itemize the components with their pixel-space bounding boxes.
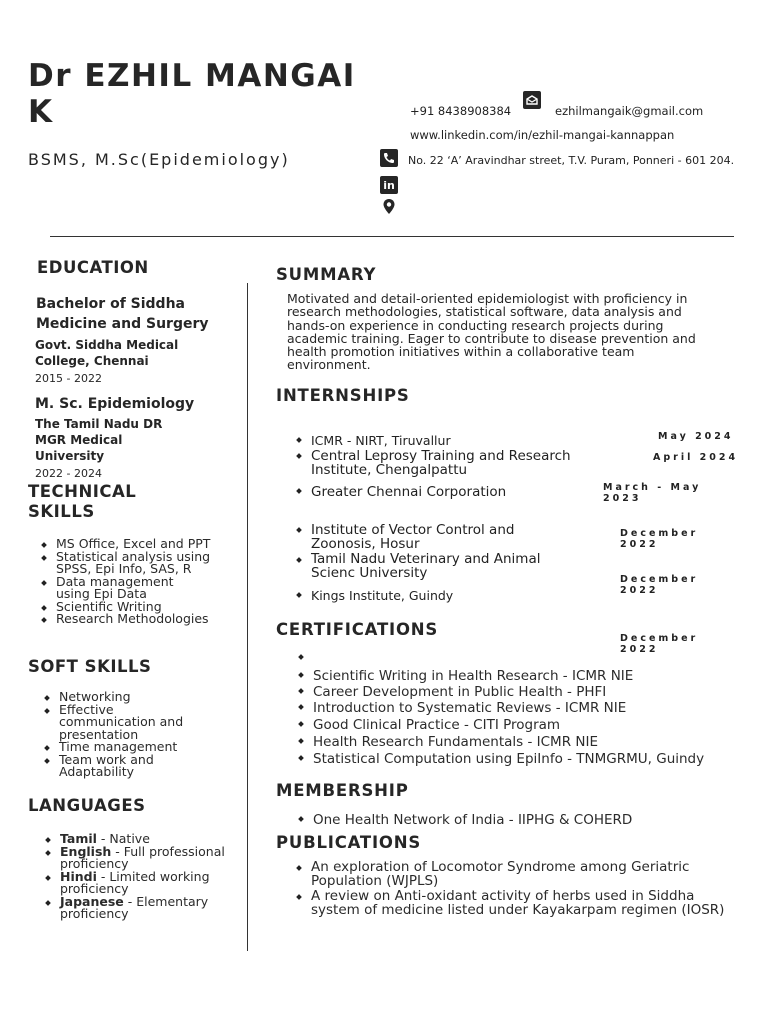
- list-item: Scientific Writing in Health Research - ICMR NIE: [297, 668, 737, 684]
- internships-heading: INTERNSHIPS: [276, 386, 410, 405]
- column-divider: [247, 283, 248, 951]
- list-item: Research Methodologies: [40, 613, 240, 626]
- list-item: MS Office, Excel and PPT: [40, 538, 240, 551]
- list-item: Institute of Vector Control and Zoonosis, Hosur: [295, 523, 575, 551]
- publications-heading: PUBLICATIONS: [276, 833, 422, 852]
- list-item: [44, 843, 234, 871]
- education-heading: EDUCATION: [37, 258, 149, 277]
- list-item: Data management using Epi Data: [40, 576, 190, 601]
- language-level: - Native: [96, 831, 150, 846]
- list-item: [44, 893, 234, 921]
- certifications-heading: CERTIFICATIONS: [276, 620, 439, 639]
- language-name: Tamil: [60, 831, 97, 846]
- education-degree: M. Sc. Epidemiology: [35, 396, 195, 412]
- postal-address: No. 22 ‘A’ Aravindhar street, T.V. Puram, Ponneri - 601 204.: [408, 154, 735, 167]
- education-degree: Bachelor of Siddha Medicine and Surgery: [36, 296, 209, 332]
- education-institution: The Tamil Nadu DR MGR Medical University: [35, 417, 163, 463]
- technical-skills-heading: TECHNICAL SKILLS: [28, 482, 137, 521]
- list-item: Kings Institute, Guindy: [295, 588, 453, 603]
- education-years: 2015 - 2022: [35, 372, 102, 385]
- list-item: [297, 650, 737, 668]
- list-item: Good Clinical Practice - CITI Program: [297, 717, 737, 733]
- list-item: Effective communication and presentation: [43, 704, 203, 742]
- soft-skills-heading: SOFT SKILLS: [28, 657, 152, 676]
- linkedin-url[interactable]: www.linkedin.com/in/ezhil-mangai-kannappan: [410, 128, 675, 142]
- list-item: Time management: [43, 741, 223, 754]
- list-item: Central Leprosy Training and Research Institute, Chengalpattu: [295, 449, 575, 477]
- language-level: - Full professional proficiency: [60, 843, 225, 871]
- list-item: Greater Chennai Corporation: [295, 484, 506, 500]
- internship-date: December 2022: [620, 633, 699, 655]
- email-icon: [523, 91, 541, 109]
- candidate-degree: BSMS, M.Sc(Epidemiology): [28, 150, 290, 169]
- list-item: ICMR - NIRT, Tiruvallur: [295, 433, 451, 448]
- certifications-list: [297, 650, 737, 768]
- summary-text: Motivated and detail-oriented epidemiologist with proficiency in research methodologies, statistical software, data analysis and hands-on experience in conducting research projects during academic training. Eager to contribute to disease prevention and health promotion initiatives within a collaborative team environment.: [287, 291, 696, 373]
- soft-skills-list: [43, 691, 223, 779]
- publications-list: [295, 861, 725, 919]
- list-item: One Health Network of India - IIPHG & COHERD: [297, 812, 737, 828]
- summary-heading: SUMMARY: [276, 265, 377, 284]
- linkedin-icon: in: [380, 176, 398, 194]
- list-item: Introduction to Systematic Reviews - ICMR NIE: [297, 700, 737, 716]
- languages-list: [44, 833, 234, 921]
- membership-heading: MEMBERSHIP: [276, 781, 409, 800]
- technical-skills-list: [40, 538, 240, 626]
- email-address[interactable]: ezhilmangaik@gmail.com: [555, 104, 704, 118]
- phone-icon: [380, 149, 398, 167]
- education-institution: Govt. Siddha Medical College, Chennai: [35, 338, 179, 368]
- languages-heading: LANGUAGES: [28, 796, 146, 815]
- internship-date: May 2024: [658, 431, 734, 442]
- list-item: Statistical analysis using SPSS, Epi Info, SAS, R: [40, 551, 240, 576]
- list-item: An exploration of Locomotor Syndrome among Geriatric Population (WJPLS): [295, 861, 725, 888]
- list-item: Team work and Adaptability: [43, 754, 183, 779]
- internship-date: March - May 2023: [603, 482, 702, 504]
- list-item: [44, 868, 234, 896]
- list-item: Networking: [43, 691, 223, 704]
- education-years: 2022 - 2024: [35, 467, 102, 480]
- language-name: Hindi: [60, 868, 97, 884]
- list-item: Career Development in Public Health - PHFI: [297, 684, 737, 700]
- list-item: A review on Anti-oxidant activity of herbs used in Siddha system of medicine listed under Kayakarpam regimen (IOSR): [295, 890, 725, 917]
- location-pin-icon: [382, 198, 396, 220]
- education-entry-1: [35, 294, 240, 385]
- list-item: Health Research Fundamentals - ICMR NIE: [297, 734, 737, 751]
- list-item: Scientific Writing: [40, 601, 240, 614]
- header-divider: [50, 236, 734, 237]
- language-level: - Elementary proficiency: [60, 893, 209, 921]
- internship-date: December 2022: [620, 574, 699, 596]
- internship-date: December 2022: [620, 528, 699, 550]
- language-name: English: [60, 843, 112, 859]
- membership-list: [297, 812, 737, 828]
- list-item: Statistical Computation using EpiInfo - TNMGRMU, Guindy: [297, 751, 737, 768]
- candidate-name: Dr EZHIL MANGAI K: [28, 58, 356, 130]
- list-item: Tamil Nadu Veterinary and Animal Scienc University: [295, 553, 575, 580]
- education-entry-2: [35, 394, 240, 480]
- language-name: Japanese: [60, 893, 124, 909]
- phone-number: +91 8438908384: [410, 104, 512, 118]
- internship-date: April 2024: [653, 452, 739, 463]
- language-level: - Limited working proficiency: [60, 868, 210, 896]
